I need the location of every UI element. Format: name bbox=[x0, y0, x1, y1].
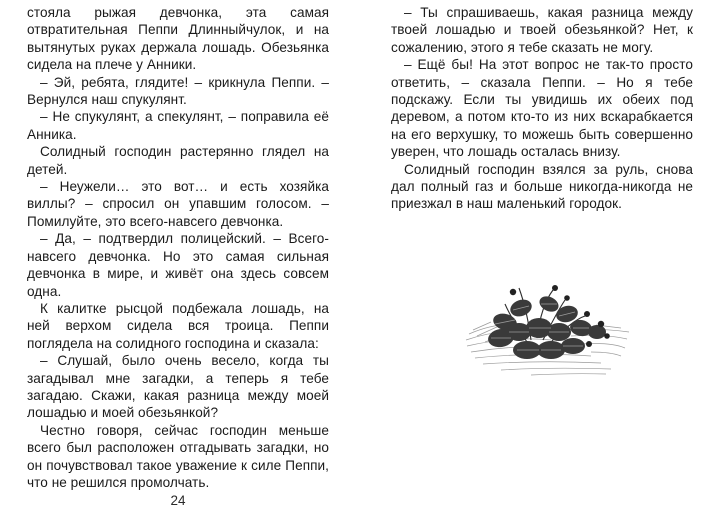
paragraph: – Да, – подтвердил полицейский. – Всего-навсего девчонка. Но это самая сильная девчонка в мире, и живёт она здесь совсем одна. bbox=[27, 231, 329, 299]
right-page bbox=[391, 4, 693, 213]
paragraph: Честно говоря, сейчас господин меньше всего был расположен отгадывать загадки, но он почувствовал такое уважение к силе Пеппи, что не решился промолчать. bbox=[27, 422, 329, 490]
page-number: 24 bbox=[170, 493, 186, 508]
left-page bbox=[27, 4, 329, 508]
paragraph: – Ещё бы! На этот вопрос не так-то просто ответить, – сказала Пеппи. – Но я тебе подскажу. Если ты увидишь их обеих под деревом, а потом кто-то из них вскарабкается на его верхушку, то можешь быть совершенно уверен, что лошадь осталась внизу. bbox=[391, 57, 693, 160]
bush-illustration bbox=[461, 270, 631, 380]
paragraph: – Слушай, было очень весело, когда ты загадывал мне загадки, а теперь я тебе загадаю. Скажи, какая разница между моей лошадью и моей обезьянкой? bbox=[27, 353, 329, 421]
paragraph: Солидный господин взялся за руль, снова дал полный газ и больше никогда-никогда не приезжал в наш маленький городок. bbox=[391, 161, 693, 212]
paragraph: – Ты спрашиваешь, какая разница между твоей лошадью и твоей обезьянкой? Нет, к сожалению, этого я тебе сказать не могу. bbox=[391, 5, 693, 55]
bush-leaves bbox=[487, 293, 606, 359]
paragraph: – Эй, ребята, глядите! – крикнула Пеппи. – Вернулся наш спукулянт. bbox=[27, 74, 329, 108]
paragraph: К калитке рысцой подбежала лошадь, на ней верхом сидела вся троица. Пеппи поглядела на солидного господина и сказала: bbox=[27, 300, 329, 351]
paragraph: стояла рыжая девчонка, эта самая отвратительная Пеппи Длинныйчулок, и на вытянутых руках держала лошадь. Обезьянка сидела на плече у Анники. bbox=[27, 5, 329, 73]
paragraph: – Неужели… это вот… и есть хозяйка виллы? – спросил он упавшим голосом. – Помилуйте, это всего-навсего девчонка. bbox=[27, 179, 329, 229]
paragraph: – Не спукулянт, а спекулянт, – поправила её Анника. bbox=[27, 109, 329, 142]
paragraph: Солидный господин растерянно глядел на детей. bbox=[27, 144, 329, 177]
